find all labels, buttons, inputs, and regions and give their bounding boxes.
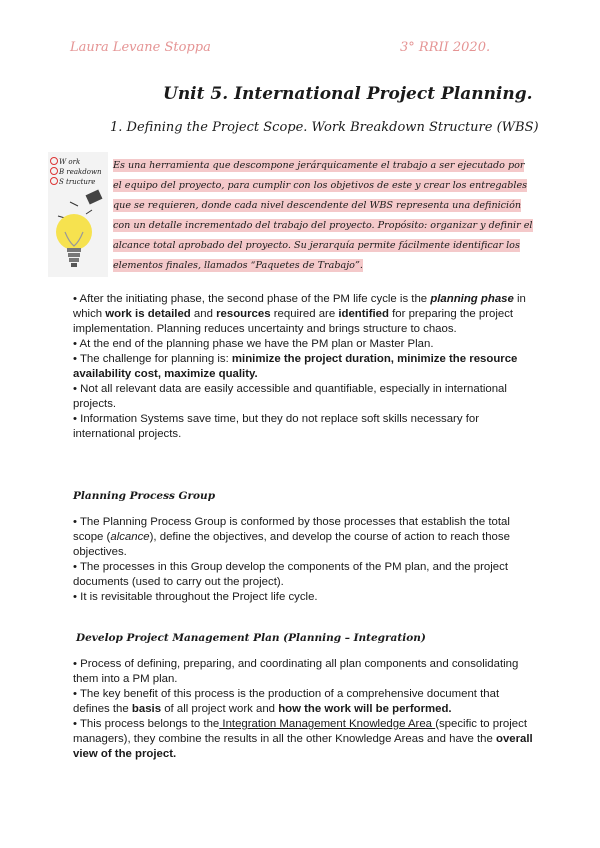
page-title: Unit 5. International Project Planning. (163, 84, 533, 104)
wbs-line-3: S tructure (59, 178, 96, 186)
intro-bullets (73, 292, 533, 442)
wbs-lightbulb-image (48, 152, 108, 277)
develop-bullet-2: • The key benefit of this process is the production of a comprehensive document that defines the basis of all project work and how the work will be performed. (73, 688, 500, 715)
intro-bullet-5: • Information Systems save time, but they do not replace soft skills necessary for international projects. (73, 413, 479, 440)
author-name: Laura Levane Stoppa (70, 40, 211, 55)
develop-bullet-3: • This process belongs to the Integration Management Knowledge Area (specific to project managers), they combine the results in all the other Knowledge Areas and have the overall view of the project. (73, 718, 533, 760)
wbs-definition (113, 156, 533, 276)
develop-plan-heading: Develop Project Management Plan (Planning – Integration) (76, 632, 426, 644)
lightbulb-icon (48, 152, 108, 277)
develop-bullet-1: • Process of defining, preparing, and coordinating all plan components and consolidating them into a PM plan. (73, 658, 519, 685)
planning-bullet-1: • The Planning Process Group is conformed by those processes that establish the total scope (alcance), define the objectives, and develop the course of action to reach those objectives. (73, 516, 510, 558)
intro-bullet-1: • After the initiating phase, the second phase of the PM life cycle is the planning phase in which work is detailed and resources required are identified for preparing the project implementation. Planning reduces uncertainty and brings structure to chaos. (73, 293, 526, 335)
course-date: 3° RRII 2020. (400, 40, 491, 55)
planning-group-heading: Planning Process Group (73, 490, 216, 502)
planning-bullet-2: • The processes in this Group develop the components of the PM plan, and the project documents (used to carry out the project). (73, 561, 508, 588)
wbs-line-2: B reakdown (59, 168, 102, 176)
wbs-definition-text: Es una herramienta que descompone jerárquicamente el trabajo a ser ejecutado por el equipo del proyecto, para cumplir con los objetivos de este y crear los entregables que se requieren, donde cada nivel descendente del WBS representa una definición con un detalle incrementado del trabajo del proyecto. Propósito: organizar y definir el alcance total aprobado del proyecto. Su jerarquía permite fácilmente identificar los elementos finales, llamados “Paquetes de Trabajo”. (113, 160, 533, 271)
wbs-line-1: W ork (59, 158, 81, 166)
integration-area-link: Integration Management Knowledge Area (219, 718, 436, 730)
intro-bullet-2: • At the end of the planning phase we have the PM plan or Master Plan. (73, 338, 434, 350)
section-subtitle: 1. Defining the Project Scope. Work Breakdown Structure (WBS) (110, 120, 539, 135)
intro-bullet-3: • The challenge for planning is: minimize the project duration, minimize the resource availability cost, maximize quality. (73, 353, 518, 380)
intro-bullet-4: • Not all relevant data are easily accessible and quantifiable, especially in international projects. (73, 383, 507, 410)
planning-group-bullets (73, 515, 533, 605)
develop-plan-bullets (73, 657, 533, 762)
planning-bullet-3: • It is revisitable throughout the Project life cycle. (73, 591, 318, 603)
